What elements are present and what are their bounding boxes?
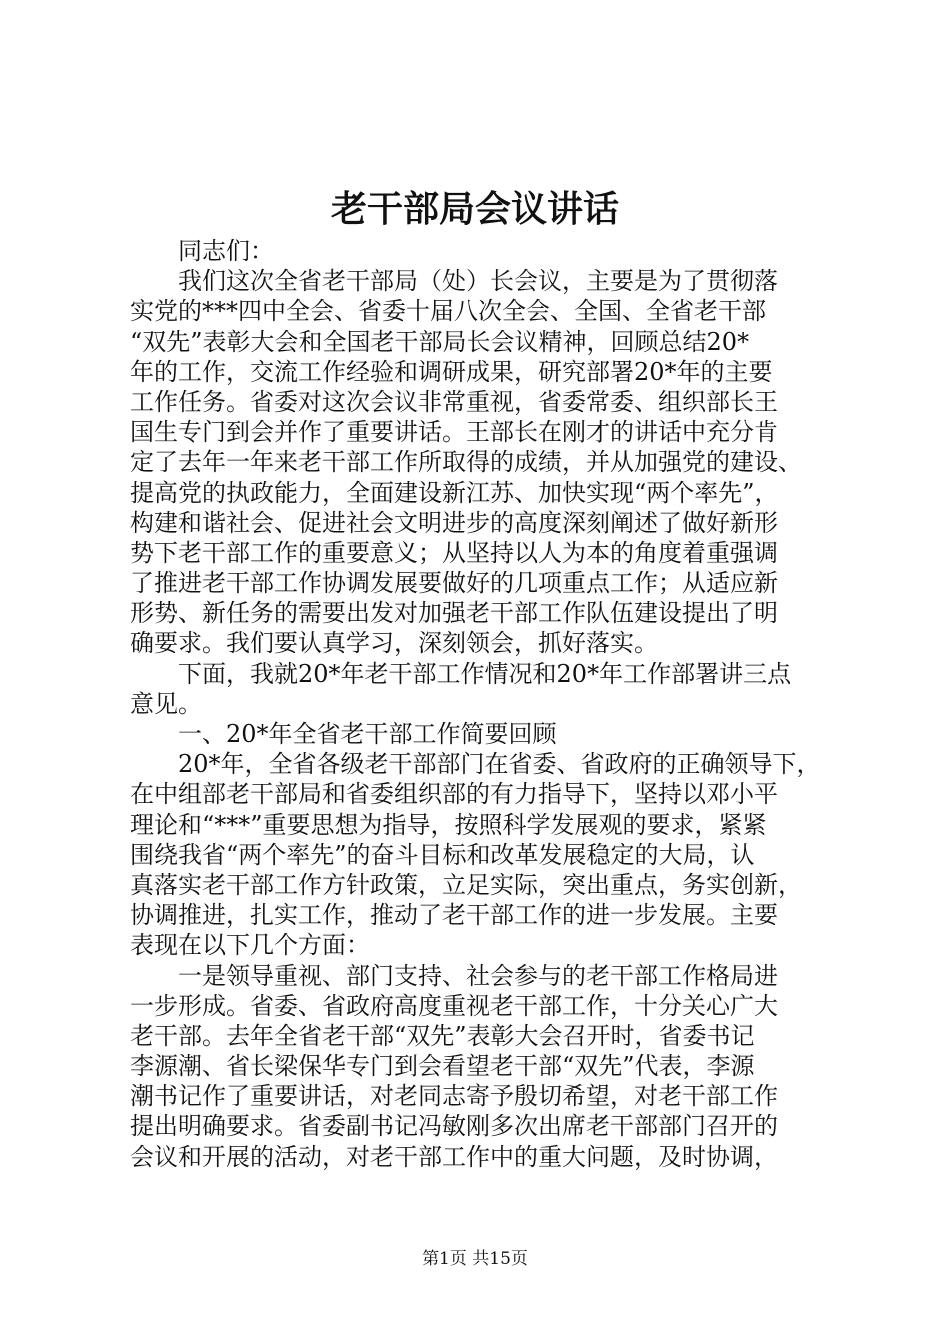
text-line: 一步形成。省委、省政府高度重视老干部工作，十分关心广大 xyxy=(130,991,778,1020)
text-line: 形势、新任务的需要出发对加强老干部工作队伍建设提出了明 xyxy=(130,599,778,628)
text-line: 提高党的执政能力，全面建设新江苏、加快实现“两个率先”， xyxy=(130,478,779,507)
text-line: 同志们： xyxy=(178,237,274,265)
page-footer: 第1页 共15页 xyxy=(422,1249,528,1269)
text-line: 会议和开展的活动，对老干部工作中的重大问题，及时协调， xyxy=(130,1142,778,1171)
text-line: 真落实老干部工作方针政策，立足实际，突出重点，务实创新， xyxy=(130,870,802,899)
text-line: 年的工作，交流工作经验和调研成果，研究部署20*年的主要 xyxy=(130,357,773,386)
text-line: 表现在以下几个方面： xyxy=(130,931,370,960)
text-line: 意见。 xyxy=(130,689,202,718)
text-line: 围绕我省“两个率先”的奋斗目标和改革发展稳定的大局，认 xyxy=(130,840,755,869)
text-line: 一、20*年全省老干部工作简要回顾 xyxy=(178,720,557,748)
document-body xyxy=(130,236,830,1172)
text-line: 一是领导重视、部门支持、社会参与的老干部工作格局进 xyxy=(178,961,778,990)
text-line: 国生专门到会并作了重要讲话。王部长在刚才的讲话中充分肯 xyxy=(130,418,778,447)
text-line: 协调推进，扎实工作，推动了老干部工作的进一步发展。主要 xyxy=(130,901,778,930)
text-line: 定了去年一年来老干部工作所取得的成绩，并从加强党的建设、 xyxy=(130,448,802,477)
document-title: 老干部局会议讲话 xyxy=(330,189,619,230)
text-line: 理论和“***”重要思想为指导，按照科学发展观的要求，紧紧 xyxy=(130,810,767,839)
text-line: 工作任务。省委对这次会议非常重视，省委常委、组织部长王 xyxy=(130,387,778,416)
text-line: 老干部。去年全省老干部“双先”表彰大会召开时，省委书记 xyxy=(130,1021,755,1050)
text-line: 李源潮、省长梁保华专门到会看望老干部“双先”代表，李源 xyxy=(130,1052,755,1081)
text-line: 20*年，全省各级老干部部门在省委、省政府的正确领导下， xyxy=(178,750,821,779)
text-line: 在中组部老干部局和省委组织部的有力指导下，坚持以邓小平 xyxy=(130,780,778,809)
text-line: 潮书记作了重要讲话，对老同志寄予殷切希望，对老干部工作 xyxy=(130,1082,778,1111)
text-line: 我们这次全省老干部局（处）长会议，主要是为了贯彻落 xyxy=(178,267,778,296)
text-line: 构建和谐社会、促进社会文明进步的高度深刻阐述了做好新形 xyxy=(130,508,778,537)
text-line: 势下老干部工作的重要意义；从坚持以人为本的角度着重强调 xyxy=(130,538,778,567)
text-line: 提出明确要求。省委副书记冯敏刚多次出席老干部部门召开的 xyxy=(130,1112,778,1141)
text-line: 了推进老干部工作协调发展要做好的几项重点工作；从适应新 xyxy=(130,569,778,598)
text-line: “双先”表彰大会和全国老干部局长会议精神，回顾总结20* xyxy=(130,327,750,356)
text-line: 实党的***四中全会、省委十届八次全会、全国、全省老干部 xyxy=(130,297,766,326)
text-line: 确要求。我们要认真学习，深刻领会，抓好落实。 xyxy=(130,629,658,658)
text-line: 下面，我就20*年老干部工作情况和20*年工作部署讲三点 xyxy=(178,659,792,688)
